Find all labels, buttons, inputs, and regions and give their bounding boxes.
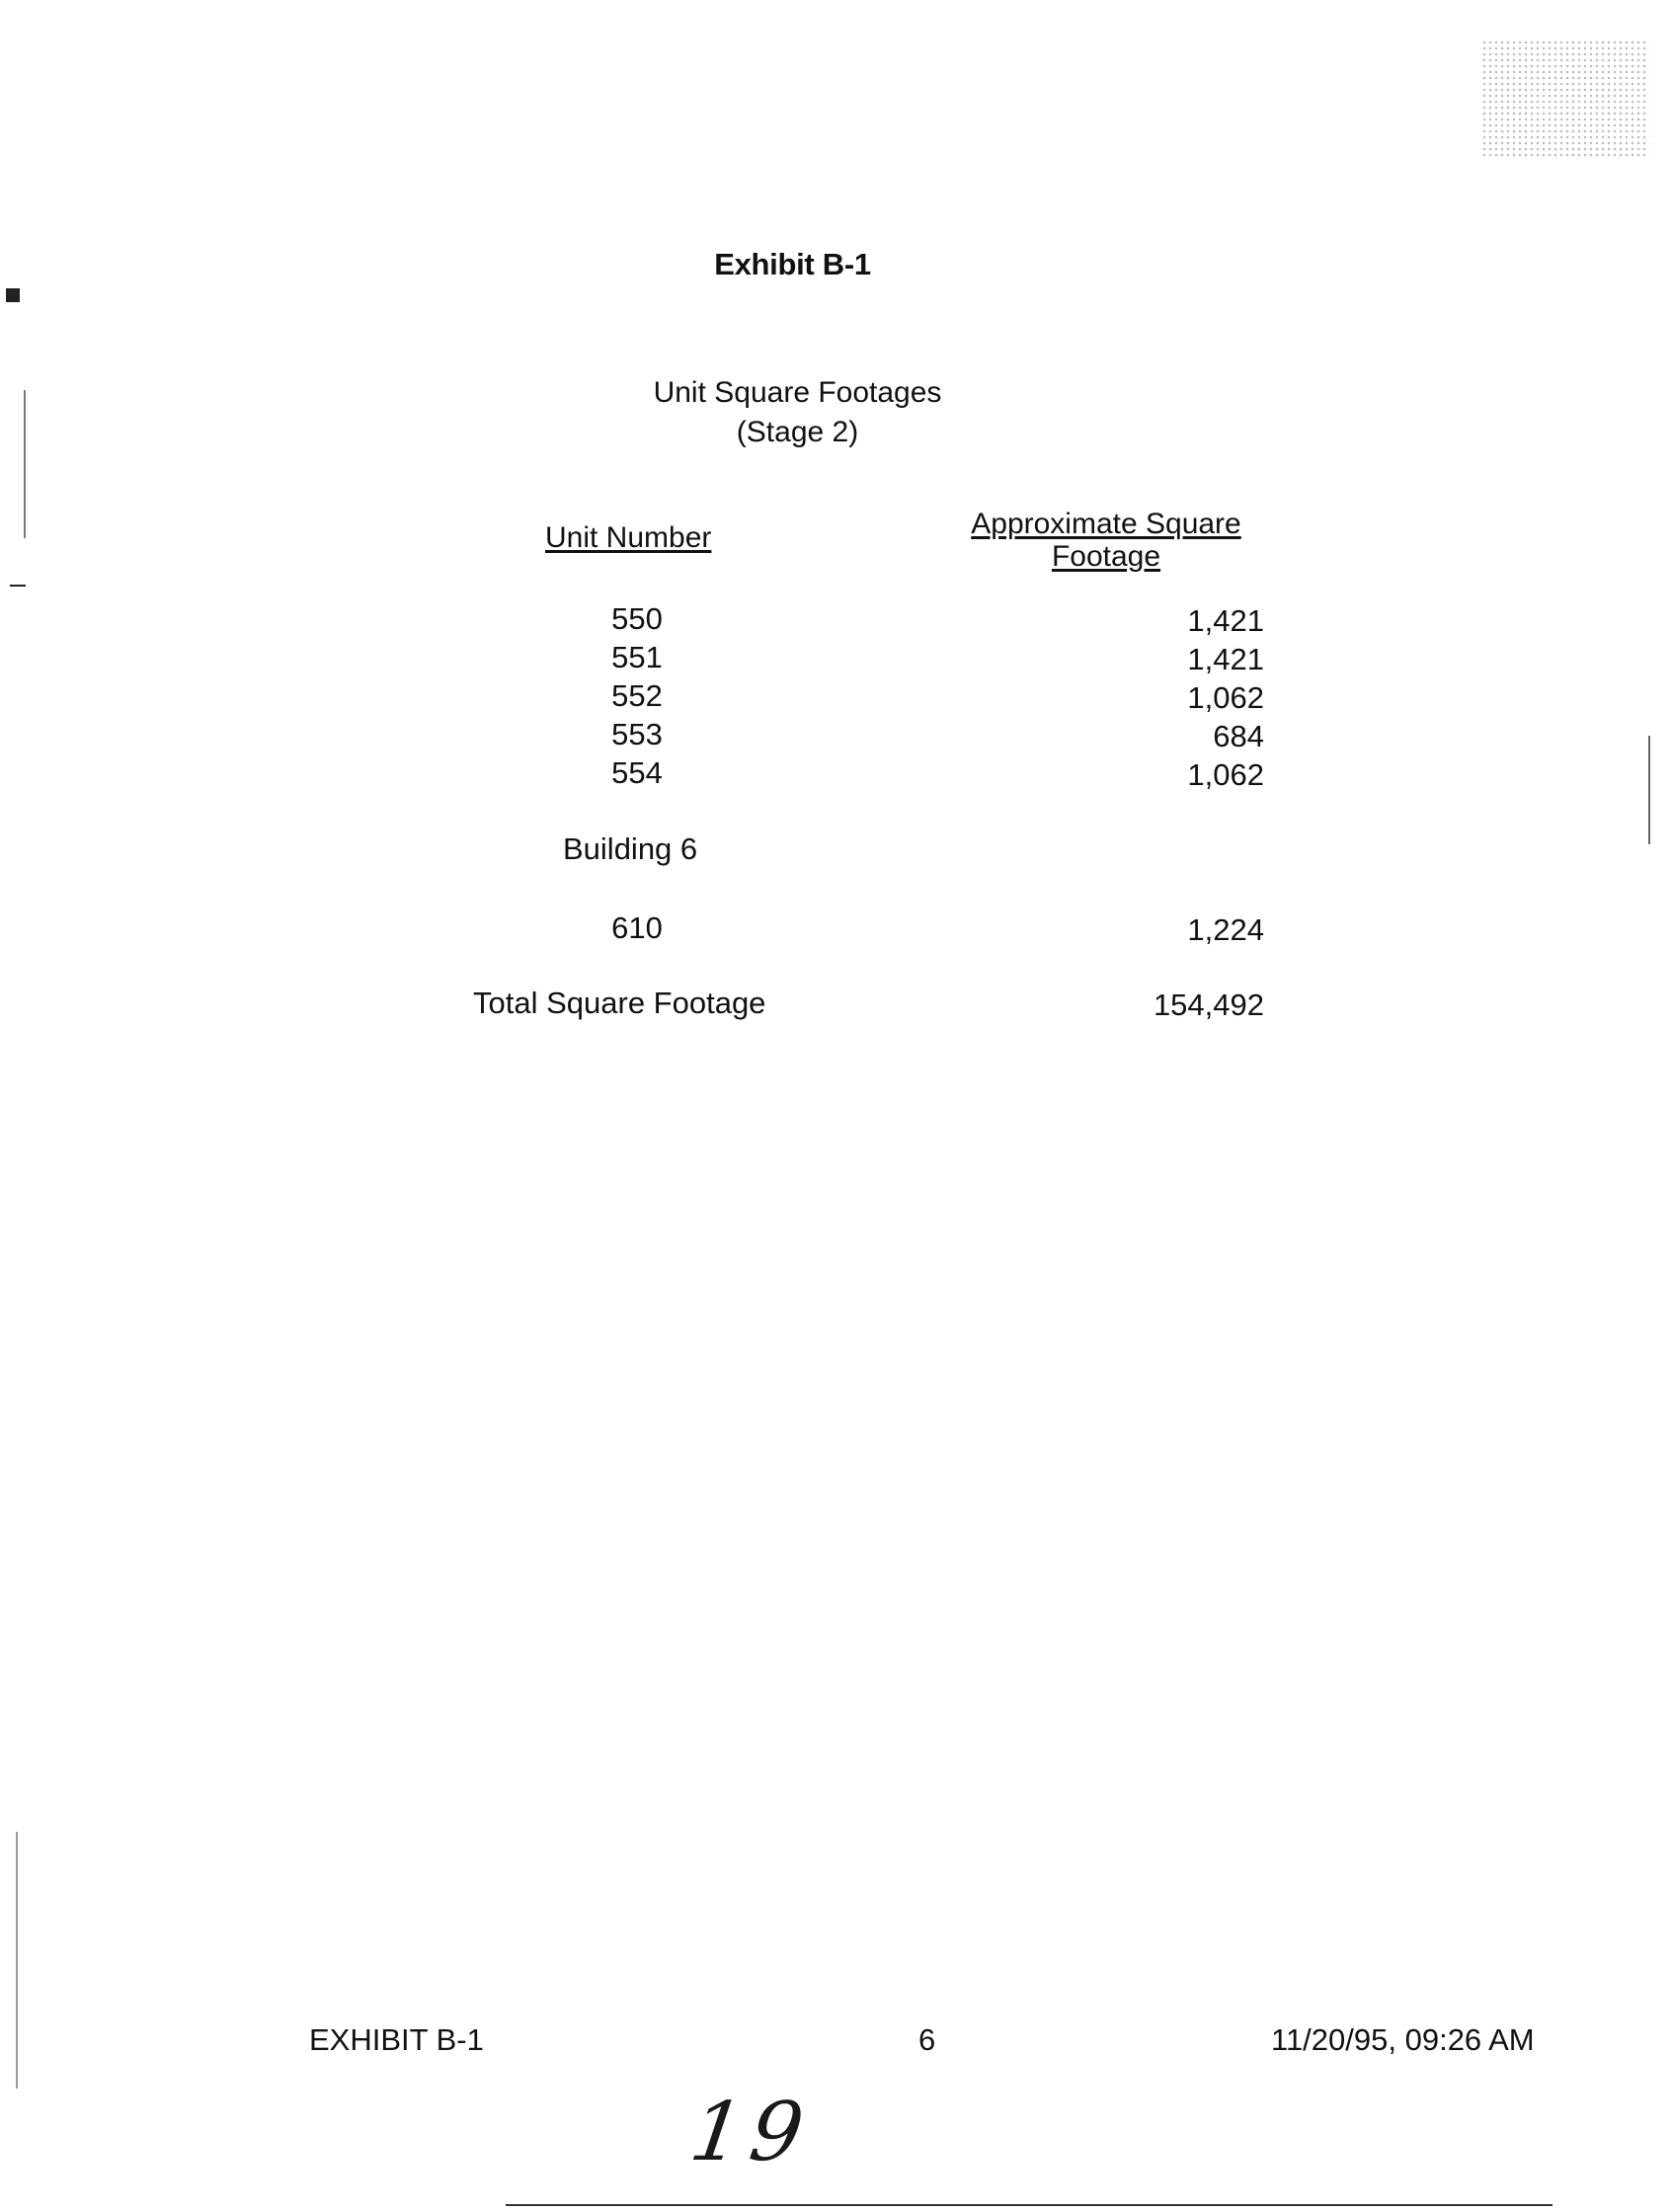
sqft-cell: 1,421 (1187, 603, 1264, 638)
sqft-cell: 1,062 (1187, 757, 1264, 792)
column-header-unit-number: Unit Number (545, 521, 712, 554)
scan-tick (10, 585, 26, 587)
handwritten-page-number: 19 (684, 2086, 818, 2179)
bottom-rule (506, 2204, 1553, 2206)
unit-cell: 550 (611, 601, 663, 636)
unit-cell: 554 (611, 755, 663, 790)
column-header-sqft-line-2: Footage (1051, 540, 1161, 573)
sqft-cell: 1,062 (1187, 680, 1264, 715)
scan-speckle (1481, 40, 1649, 158)
footer-timestamp: 11/20/95, 09:26 AM (1271, 2022, 1535, 2057)
footer-exhibit-label: EXHIBIT B-1 (309, 2022, 484, 2057)
column-header-approximate-square-footage (948, 508, 1264, 573)
scan-line-left-bottom (16, 1832, 18, 2089)
unit-cell: 610 (611, 910, 663, 945)
footer-page-number: 6 (918, 2022, 936, 2057)
unit-cell: 552 (611, 678, 663, 713)
column-header-sqft-line-1: Approximate Square (971, 508, 1241, 540)
group-label-building-6: Building 6 (563, 831, 698, 866)
sqft-cell: 684 (1213, 719, 1264, 753)
sqft-cell: 1,224 (1187, 912, 1264, 947)
unit-cell: 553 (611, 717, 663, 751)
subtitle-line-1: Unit Square Footages (653, 376, 942, 409)
exhibit-title: Exhibit B-1 (714, 247, 871, 281)
total-label: Total Square Footage (473, 986, 766, 1020)
total-value: 154,492 (1153, 988, 1264, 1022)
subtitle-line-2: (Stage 2) (736, 416, 859, 448)
unit-cell: 551 (611, 640, 663, 674)
subtitle (0, 373, 1633, 452)
scan-line-right (1648, 736, 1650, 844)
scan-mark (6, 288, 20, 302)
sqft-cell: 1,421 (1187, 642, 1264, 676)
